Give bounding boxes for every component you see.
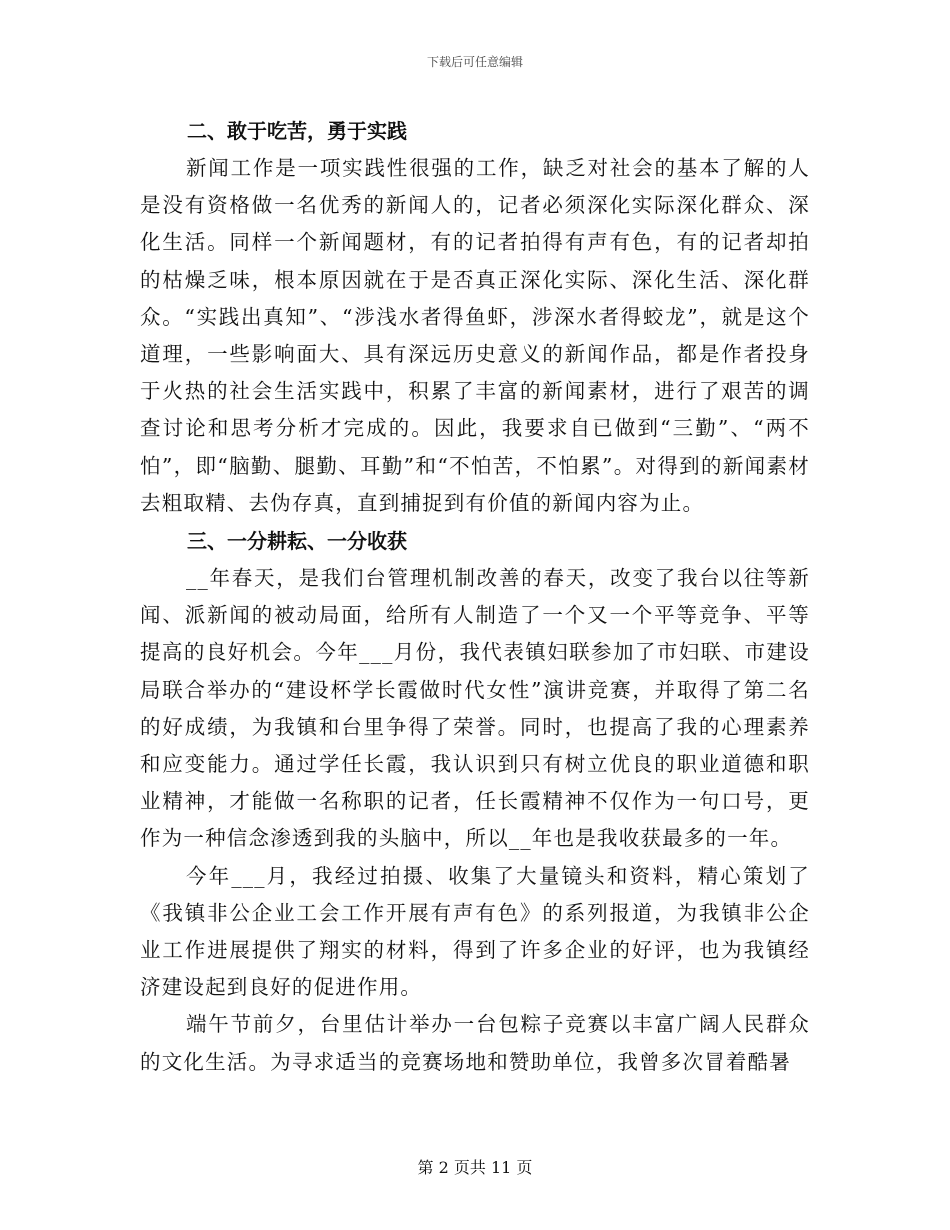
section-2 xyxy=(140,112,810,522)
page-footer: 第 2 页共 11 页 xyxy=(417,1158,533,1177)
paragraph: 今年___月，我经过拍摄、收集了大量镜头和资料，精心策划了《我镇非公企业工会工作开展有声有色》的系列报道，为我镇非公企业工作进展提供了翔实的材料，得到了许多企业的好评，也为我镇经济建设起到良好的促进作用。 xyxy=(140,863,810,1000)
paragraph: __年春天，是我们台管理机制改善的春天，改变了我台以往等新闻、派新闻的被动局面，给所有人制造了一个又一个平等竞争、平等提高的良好机会。今年___月份，我代表镇妇联参加了市妇联、市建设局联合举办的“建设杯学长霞做时代女性”演讲竞赛，并取得了第二名的好成绩，为我镇和台里争得了荣誉。同时，也提高了我的心理素养和应变能力。通过学任长霞，我认识到只有树立优良的职业道德和职业精神，才能做一名称职的记者，任长霞精神不仅作为一句口号，更作为一种信念渗透到我的头脑中，所以__年也是我收获最多的一年。 xyxy=(140,566,810,851)
section-3 xyxy=(140,522,810,1081)
paragraph: 新闻工作是一项实践性很强的工作，缺乏对社会的基本了解的人是没有资格做一名优秀的新闻人的，记者必须深化实际深化群众、深化生活。同样一个新闻题材，有的记者拍得有声有色，有的记者却拍的枯燥乏味，根本原因就在于是否真正深化实际、深化生活、深化群众。“实践出真知”、“涉浅水者得鱼虾，涉深水者得蛟龙”，就是这个道理，一些影响面大、具有深远历史意义的新闻作品，都是作者投身于火热的社会生活实践中，积累了丰富的新闻素材，进行了艰苦的调查讨论和思考分析才完成的。因此，我要求自已做到“三勤”、“两不怕”，即“脑勤、腿勤、耳勤”和“不怕苦，不怕累”。对得到的新闻素材去粗取精、去伪存真，直到捕捉到有价值的新闻内容为止。 xyxy=(140,156,810,515)
paragraph: 端午节前夕，台里估计举办一台包粽子竞赛以丰富广阔人民群众的文化生活。为寻求适当的竞赛场地和赞助单位，我曾多次冒着酷暑 xyxy=(140,1012,810,1074)
section-heading: 三、一分耕耘、一分收获 xyxy=(187,529,407,554)
section-heading: 二、敢于吃苦，勇于实践 xyxy=(187,119,407,143)
page-header: 下载后可任意编辑 xyxy=(426,55,523,69)
document-body xyxy=(140,112,810,1081)
